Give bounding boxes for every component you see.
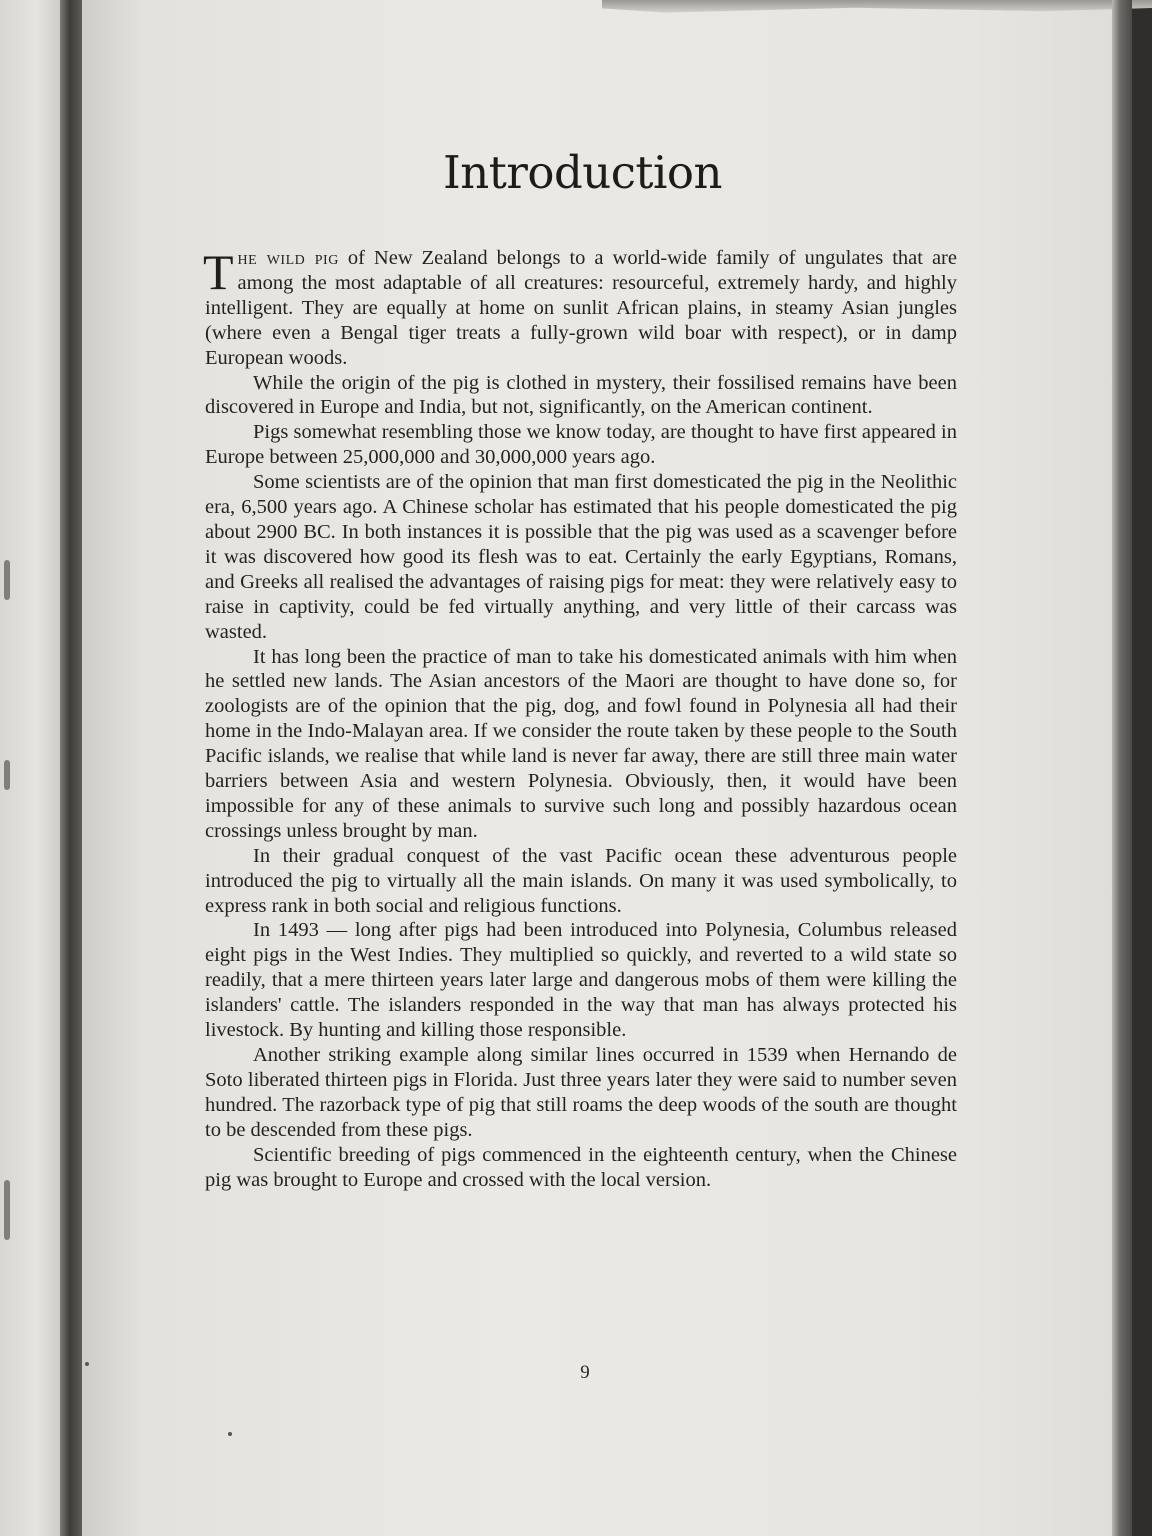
facing-page-mark <box>4 1180 10 1240</box>
paragraph-9: Scientific breeding of pigs commenced in the eighteenth century, when the Chinese pig was brought to Europe and crossed with the local version. <box>205 1143 957 1191</box>
drop-cap: T <box>203 244 234 300</box>
facing-page-mark <box>4 560 10 600</box>
paragraph-4: Some scientists are of the opinion that man first domesticated the pig in the Neolithic era, 6,500 years ago. A Chinese scholar has estimated that his people domesticated the pig about 2900 BC. In both instances it is possible that the pig was used as a scavenger before it was discovered how good its flesh was to eat. Certainly the early Egyptians, Romans, and Greeks all realised the advantages of raising pigs for meat: they were relatively easy to raise in captivity, could be fed virtually anything, and very little of their carcass was wasted. <box>205 471 957 643</box>
body-text <box>205 246 957 1192</box>
paragraph-8: Another striking example along similar lines occurred in 1539 when Hernando de Soto liberated thirteen pigs in Florida. Just three years later they were said to number seven hundred. The razorback type of pig that still roams the deep woods of the south are thought to be descended from these pigs. <box>205 1044 957 1141</box>
facing-page-mark <box>4 760 10 790</box>
paper-speck <box>85 1362 89 1366</box>
paragraph-1 <box>205 246 957 371</box>
facing-page-edge <box>0 0 60 1536</box>
page-number: 9 <box>580 1362 590 1383</box>
paragraph-5: It has long been the practice of man to take his domesticated animals with him when he settled new lands. The Asian ancestors of the Maori are thought to have done so, for zoologists are of the opinion that the pig, dog, and fowl found in Polynesia all had their home in the Indo-Malayan area. If we consider the route taken by these people to the South Pacific islands, we realise that while land is never far away, there are still three main water barriers between Asia and western Polynesia. Obviously, then, it would have been impossible for any of these animals to survive such long and possibly hazardous ocean crossings unless brought by man. <box>205 645 957 842</box>
small-caps-lead: he wild pig <box>237 247 339 269</box>
book-gutter <box>60 0 82 1536</box>
page-right-edge <box>1112 0 1132 1536</box>
paragraph-2: While the origin of the pig is clothed in mystery, their fossilised remains have been discovered in Europe and India, but not, significantly, on the American continent. <box>205 371 957 419</box>
paper-speck <box>228 1432 232 1436</box>
paragraph-1-text: of New Zealand belongs to a world-wide family of ungulates that are among the most adaptable of all creatures: resourceful, extremely hardy, and highly intelligent. They are equally at home on sunlit African plains, in steamy Asian jungles (where even a Bengal tiger treats a fully-grown wild boar with respect), or in damp European woods. <box>205 247 957 369</box>
page-top-edge <box>602 0 1152 14</box>
paragraph-7: In 1493 — long after pigs had been introduced into Polynesia, Columbus released eight pigs in the West Indies. They multiplied so quickly, and reverted to a wild state so readily, that a mere thirteen years later large and dangerous mobs of them were killing the islanders' cattle. The islanders responded in the way that man has always protected his livestock. By hunting and killing those responsible. <box>205 919 957 1042</box>
paragraph-3: Pigs somewhat resembling those we know today, are thought to have first appeared in Europe between 25,000,000 and 30,000,000 years ago. <box>205 421 957 469</box>
paragraph-6: In their gradual conquest of the vast Pacific ocean these adventurous people introduced the pig to virtually all the main islands. On many it was used symbolically, to express rank in both social and religious functions. <box>205 844 957 917</box>
page-title: Introduction <box>443 146 722 199</box>
